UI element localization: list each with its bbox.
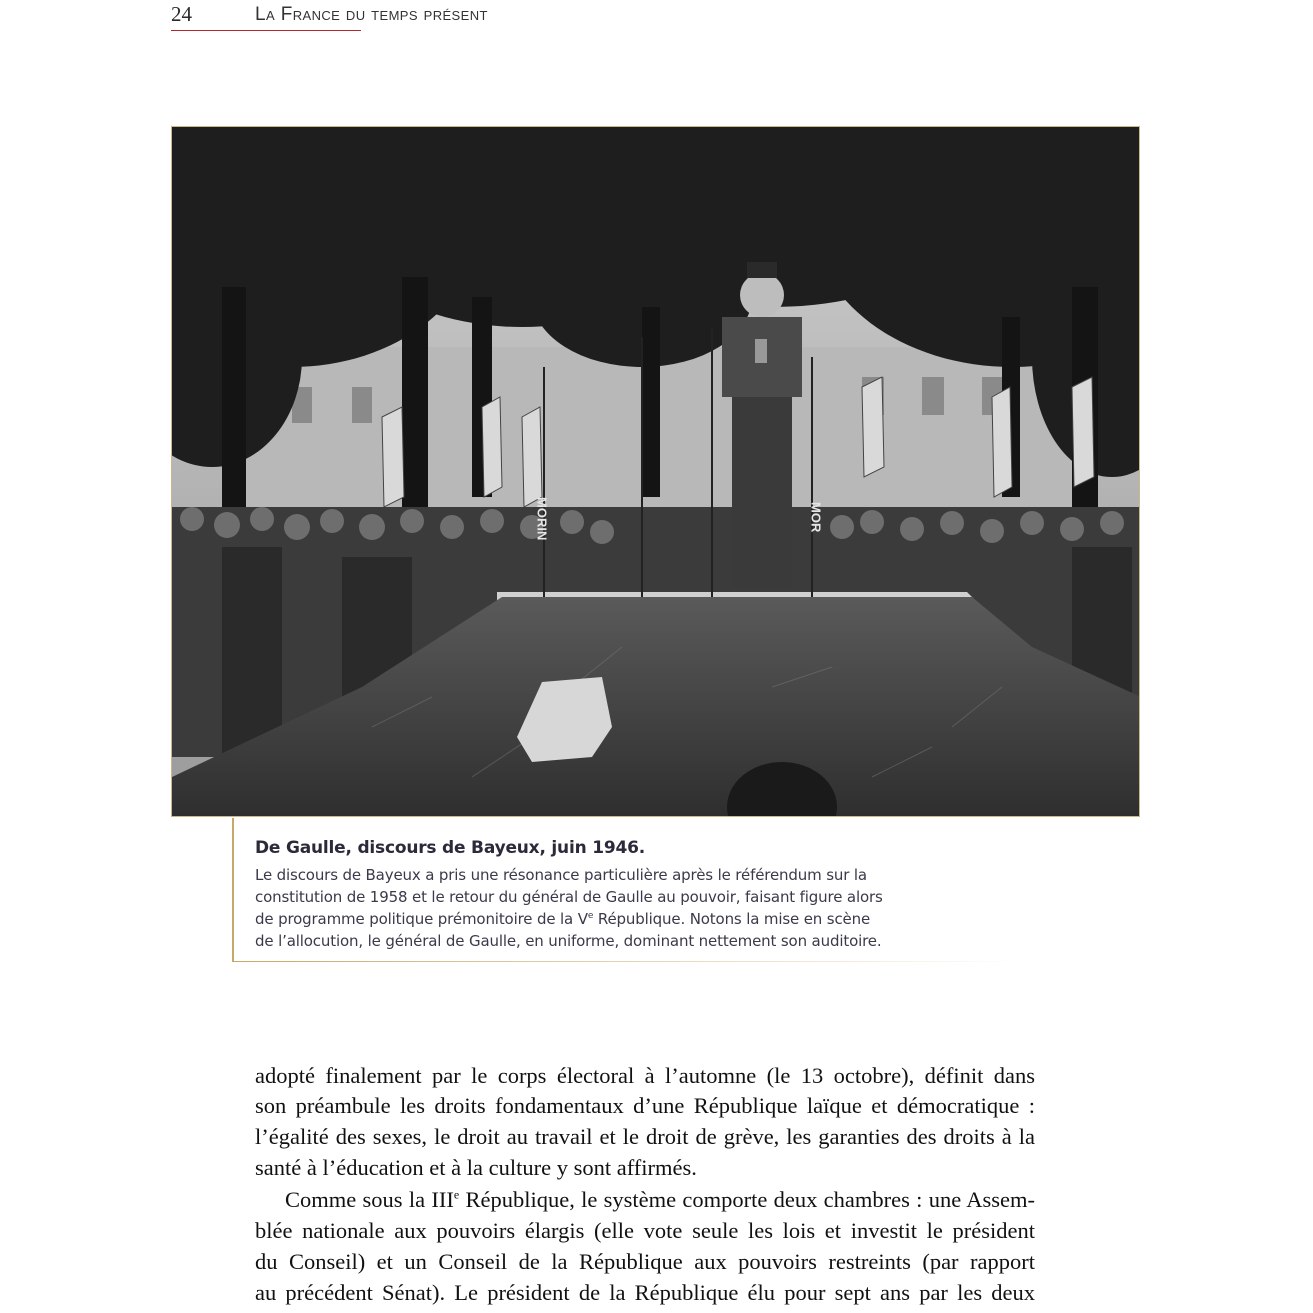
ordinal-superscript: e (587, 911, 594, 921)
page-number: 24 (171, 2, 192, 26)
caption-line-3-start: de programme politique prémonitoire de la V (255, 910, 588, 928)
header-rule (171, 30, 361, 31)
photo-caption (232, 818, 1032, 962)
running-header (171, 0, 571, 32)
caption-line: constitution de 1958 et le retour du général de Gaulle au pouvoir, faisant figure alors (255, 888, 883, 906)
photo-illustration (172, 127, 1140, 817)
photograph-de-gaulle-bayeux (171, 126, 1140, 817)
ordinal-superscript: e (453, 1187, 460, 1202)
caption-bottom-rule (232, 961, 1022, 962)
mic-label-right: MOR (808, 502, 824, 533)
body-line-start: Comme sous la III (285, 1187, 454, 1212)
body-line: au précédent Sénat). Le président de la République élu pour sept ans par les deux (255, 1280, 1035, 1305)
body-line: adopté finalement par le corps électoral à l’automne (le 13 octobre), définit dans (255, 1063, 1035, 1088)
caption-line-3-end: République. Notons la mise en scène (593, 910, 871, 928)
running-title: La France du temps présent (255, 4, 488, 25)
body-line: l’égalité des sexes, le droit au travail et le droit de grève, les garanties des droits à la (255, 1124, 1035, 1149)
body-line (285, 1187, 1035, 1213)
body-line: blée nationale aux pouvoirs élargis (elle vote seule les lois et investit le président (255, 1218, 1035, 1243)
body-line: santé à l’éducation et à la culture y sont affirmés. (255, 1155, 697, 1180)
caption-line (255, 910, 870, 928)
mic-label-left: MORIN (534, 497, 550, 541)
caption-line: de l’allocution, le général de Gaulle, en uniforme, dominant nettement son auditoire. (255, 932, 882, 950)
caption-title: De Gaulle, discours de Bayeux, juin 1946. (255, 838, 645, 858)
body-line: son préambule les droits fondamentaux d’une République laïque et démocratique : (255, 1093, 1035, 1118)
body-line-end: République, le système comporte deux chambres : une Assem- (459, 1187, 1035, 1212)
caption-line: Le discours de Bayeux a pris une résonance particulière après le référendum sur la (255, 866, 867, 884)
body-line: du Conseil) et un Conseil de la République aux pouvoirs restreints (par rapport (255, 1249, 1035, 1274)
